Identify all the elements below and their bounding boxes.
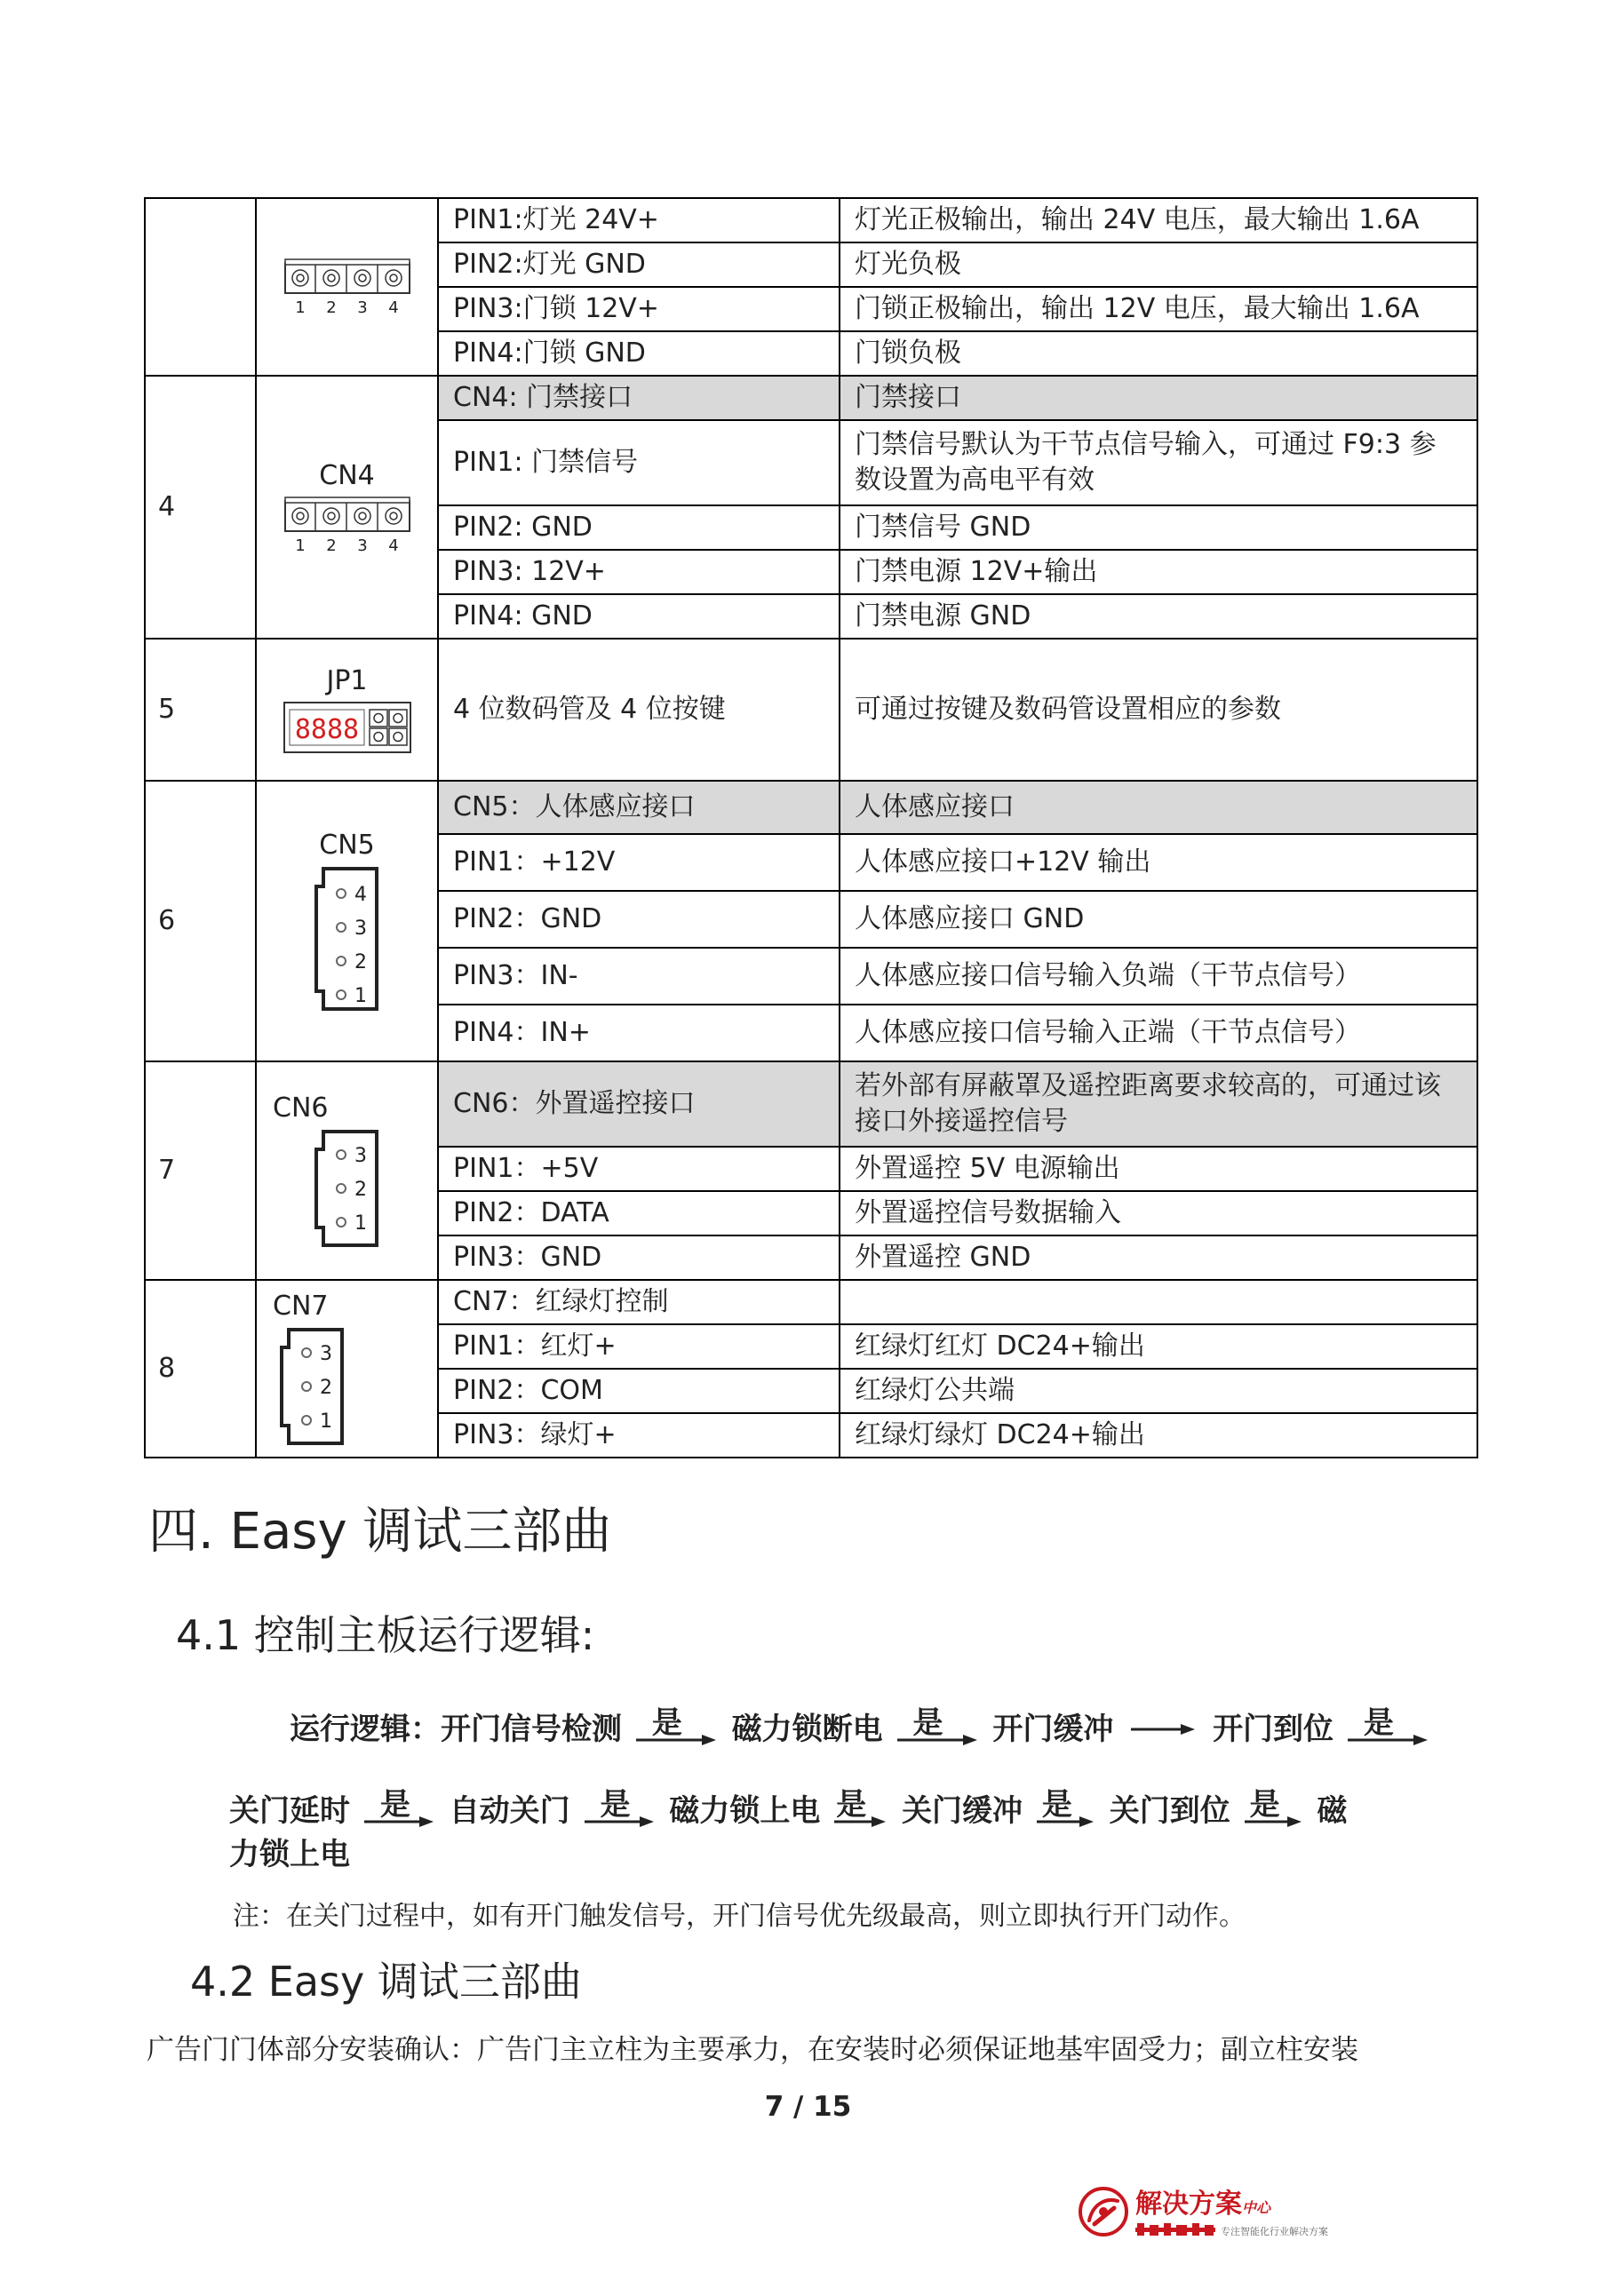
table-row xyxy=(145,198,1477,242)
description-cell: 红绿灯绿灯 DC24+输出 xyxy=(840,1413,1477,1458)
arrow-right-icon xyxy=(834,1815,888,1828)
description-cell: 人体感应接口信号输入负端（干节点信号） xyxy=(840,948,1477,1005)
pin-cell: CN6：外置遥控接口 xyxy=(438,1061,840,1147)
pin-cell: PIN3：IN- xyxy=(438,948,840,1005)
pin-cell: PIN4：IN+ xyxy=(438,1005,840,1061)
header-pin-number: 2 xyxy=(354,951,367,973)
subsection-heading-4-2: 4.2 Easy 调试三部曲 xyxy=(190,1958,582,2006)
logic-flow-line xyxy=(290,1698,1433,1748)
description-cell: 门锁正极输出，输出 12V 电压，最大输出 1.6A xyxy=(840,287,1477,331)
connector-label: CN7 xyxy=(273,1291,329,1322)
pin-cell: CN4: 门禁接口 xyxy=(438,376,840,420)
display-digits: 8888 xyxy=(294,714,359,745)
arrow-right-icon xyxy=(897,1734,979,1746)
flow-step: 开门信号检测 xyxy=(441,1712,622,1747)
flow-step: 磁 xyxy=(1317,1793,1348,1829)
terminal-pin-number: 2 xyxy=(325,536,337,555)
note-text: 注：在关门过程中，如有开门触发信号，开门信号优先级最高，则立即执行开门动作。 xyxy=(233,1901,1246,1932)
pin-header-3-icon xyxy=(273,1324,353,1449)
pin-cell: PIN3: 12V+ xyxy=(438,550,840,594)
description-cell: 人体感应接口+12V 输出 xyxy=(840,834,1477,891)
header-pin-number: 2 xyxy=(320,1377,332,1399)
group-index-cell: 6 xyxy=(145,781,256,1061)
pin-header-4-icon xyxy=(307,863,387,1014)
arrow-right-icon xyxy=(585,1815,656,1828)
group-index-cell: 5 xyxy=(145,639,256,781)
connector-cell xyxy=(256,1280,438,1458)
flow-step: 磁力锁断电 xyxy=(731,1712,883,1747)
arrow-label: 是 xyxy=(651,1705,682,1741)
yes-arrow xyxy=(636,1698,718,1748)
header-pin-number: 3 xyxy=(320,1343,332,1365)
body-paragraph: 广告门门体部分安装确认：广告门主立柱为主要承力，在安装时必须保证地基牢固受力；副立柱安装 xyxy=(147,2034,1358,2066)
yes-arrow xyxy=(1245,1780,1303,1830)
terminal-pin-number: 1 xyxy=(294,536,306,555)
description-cell: 门锁负极 xyxy=(840,331,1477,376)
pin-header-3-icon xyxy=(307,1126,387,1251)
pin-cell: 4 位数码管及 4 位按键 xyxy=(438,639,840,781)
description-cell: 人体感应接口 xyxy=(840,781,1477,834)
connector-cell xyxy=(256,781,438,1061)
arrow-label: 是 xyxy=(836,1787,867,1823)
logo-title-small: 中心 xyxy=(1242,2199,1271,2216)
pin-cell: PIN2: GND xyxy=(438,505,840,550)
table-row xyxy=(145,376,1477,420)
pin-cell: CN5：人体感应接口 xyxy=(438,781,840,834)
header-pin-number: 2 xyxy=(354,1179,367,1201)
description-cell: 灯光负极 xyxy=(840,242,1477,287)
description-cell: 门禁电源 GND xyxy=(840,594,1477,639)
yes-arrow xyxy=(1037,1780,1095,1830)
pin-cell: PIN1：红灯+ xyxy=(438,1324,840,1369)
logic-flow-line xyxy=(229,1780,1347,1830)
arrow-label: 是 xyxy=(600,1787,631,1823)
pin-cell: PIN2：COM xyxy=(438,1369,840,1413)
group-index-cell: 7 xyxy=(145,1061,256,1280)
terminal-pin-number: 2 xyxy=(325,298,337,317)
table-row xyxy=(145,639,1477,781)
arrow-right-icon xyxy=(1245,1815,1303,1828)
arrow-label: 是 xyxy=(1041,1787,1072,1823)
page-number: 7 / 15 xyxy=(764,2091,852,2123)
group-index-cell: 8 xyxy=(145,1280,256,1458)
logo-tagline: 专注智能化行业解决方案 xyxy=(1221,2226,1328,2237)
connector-label: CN4 xyxy=(319,460,375,491)
pin-table xyxy=(144,197,1478,1458)
arrow-label: 是 xyxy=(912,1705,943,1741)
header-pin-number: 1 xyxy=(320,1410,332,1433)
flow-step: 力锁上电 xyxy=(229,1837,350,1872)
group-index-cell: 4 xyxy=(145,376,256,639)
flow-step: 关门到位 xyxy=(1109,1793,1230,1829)
pin-cell: PIN1：+5V xyxy=(438,1147,840,1191)
logo-wordmark-icon xyxy=(1135,2222,1215,2236)
logo-emblem-icon xyxy=(1077,2185,1130,2238)
yes-arrow xyxy=(834,1780,888,1830)
header-pin-number: 3 xyxy=(354,918,367,940)
seven-segment-display-icon xyxy=(281,699,414,756)
connector-label: CN5 xyxy=(319,830,375,861)
description-cell: 外置遥控信号数据输入 xyxy=(840,1191,1477,1235)
section-heading: 四. Easy 调试三部曲 xyxy=(148,1503,612,1561)
logic-flow-line xyxy=(229,1830,350,1873)
terminal-pin-number: 3 xyxy=(356,536,368,555)
header-pin-number: 4 xyxy=(354,884,367,906)
flow-step: 自动关门 xyxy=(449,1793,570,1829)
screw-terminal-4-icon xyxy=(281,494,414,556)
terminal-pin-number: 1 xyxy=(294,298,306,317)
pin-cell: PIN3：绿灯+ xyxy=(438,1413,840,1458)
description-cell: 门禁信号默认为干节点信号输入，可通过 F9:3 参数设置为高电平有效 xyxy=(840,420,1477,505)
pin-cell: PIN3：GND xyxy=(438,1235,840,1280)
plain-arrow xyxy=(1127,1712,1198,1748)
flow-step: 关门延时 xyxy=(229,1793,350,1829)
description-cell: 若外部有屏蔽罩及遥控距离要求较高的，可通过该接口外接遥控信号 xyxy=(840,1061,1477,1147)
arrow-right-icon xyxy=(1037,1815,1095,1828)
arrow-label: 是 xyxy=(1249,1787,1280,1823)
description-cell: 门禁接口 xyxy=(840,376,1477,420)
flow-step: 磁力锁上电 xyxy=(669,1793,821,1829)
table-row xyxy=(145,781,1477,834)
table-row xyxy=(145,1061,1477,1147)
pin-cell: PIN2:灯光 GND xyxy=(438,242,840,287)
description-cell: 门禁电源 12V+输出 xyxy=(840,550,1477,594)
description-cell: 门禁信号 GND xyxy=(840,505,1477,550)
arrow-label: 是 xyxy=(1363,1705,1394,1741)
description-cell xyxy=(840,1280,1477,1324)
arrow-right-icon xyxy=(1348,1734,1429,1746)
description-cell: 灯光正极输出，输出 24V 电压，最大输出 1.6A xyxy=(840,198,1477,242)
description-cell: 外置遥控 5V 电源输出 xyxy=(840,1147,1477,1191)
pin-cell: PIN1: 门禁信号 xyxy=(438,420,840,505)
yes-arrow xyxy=(364,1780,435,1830)
yes-arrow xyxy=(585,1780,656,1830)
description-cell: 红绿灯公共端 xyxy=(840,1369,1477,1413)
description-cell: 可通过按键及数码管设置相应的参数 xyxy=(840,639,1477,781)
header-pin-number: 3 xyxy=(354,1145,367,1167)
connector-cell xyxy=(256,198,438,376)
description-cell: 人体感应接口信号输入正端（干节点信号） xyxy=(840,1005,1477,1061)
arrow-right-icon xyxy=(364,1815,435,1828)
terminal-pin-number: 4 xyxy=(387,536,399,555)
description-cell: 红绿灯红灯 DC24+输出 xyxy=(840,1324,1477,1369)
terminal-pin-number: 3 xyxy=(356,298,368,317)
connector-cell xyxy=(256,639,438,781)
pin-cell: PIN1：+12V xyxy=(438,834,840,891)
group-index-cell xyxy=(145,198,256,376)
pin-cell: PIN4:门锁 GND xyxy=(438,331,840,376)
logo xyxy=(1077,2176,1370,2256)
header-pin-number: 1 xyxy=(354,1212,367,1235)
connector-cell xyxy=(256,376,438,639)
pin-cell: PIN4: GND xyxy=(438,594,840,639)
yes-arrow xyxy=(897,1698,979,1748)
yes-arrow xyxy=(1348,1698,1429,1748)
arrow-label: 是 xyxy=(379,1787,410,1823)
terminal-pin-number: 4 xyxy=(387,298,399,317)
connector-label: JP1 xyxy=(326,665,368,696)
connector-label: CN6 xyxy=(273,1092,329,1124)
description-cell: 人体感应接口 GND xyxy=(840,891,1477,948)
pin-cell: PIN2：DATA xyxy=(438,1191,840,1235)
flow-step: 开门缓冲 xyxy=(992,1712,1114,1747)
pin-cell: PIN1:灯光 24V+ xyxy=(438,198,840,242)
header-pin-number: 1 xyxy=(354,985,367,1007)
description-cell: 外置遥控 GND xyxy=(840,1235,1477,1280)
pin-cell: PIN3:门锁 12V+ xyxy=(438,287,840,331)
table-row xyxy=(145,1280,1477,1324)
logo-title xyxy=(1135,2181,1270,2221)
arrow-right-icon xyxy=(1127,1723,1198,1736)
flow-step: 开门到位 xyxy=(1213,1712,1334,1747)
flow-prefix: 运行逻辑： xyxy=(290,1712,441,1747)
pin-cell: CN7：红绿灯控制 xyxy=(438,1280,840,1324)
flow-step: 关门缓冲 xyxy=(902,1793,1023,1829)
connector-cell xyxy=(256,1061,438,1280)
pin-cell: PIN2：GND xyxy=(438,891,840,948)
logo-title-main: 解决方案 xyxy=(1135,2189,1242,2220)
subsection-heading-4-1: 4.1 控制主板运行逻辑: xyxy=(176,1611,595,1659)
screw-terminal-4-icon xyxy=(281,256,414,318)
arrow-right-icon xyxy=(636,1734,718,1746)
